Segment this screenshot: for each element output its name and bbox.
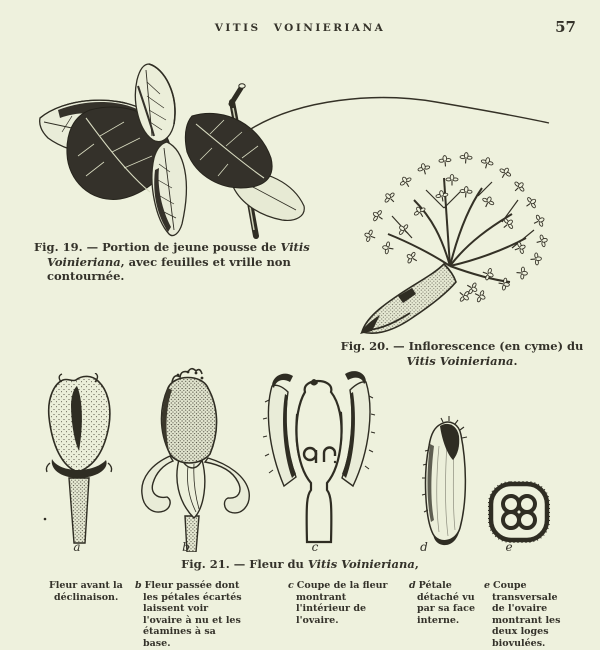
inflorescence-trunk (360, 264, 456, 334)
fig21b-flower-past (138, 366, 263, 552)
fig21-label-a: a (73, 540, 81, 554)
fig19-caption-prefix: Fig. 19. — Portion de jeune pousse de (34, 240, 281, 254)
legend-item-e (484, 580, 568, 649)
legend-letter-b: b (135, 580, 142, 591)
page-number: 57 (555, 18, 576, 36)
fig21-caption (0, 557, 600, 571)
fig21-label-b: b (182, 540, 190, 554)
fig21-caption-prefix: Fig. 21. — Fleur du (181, 557, 308, 571)
tendril-line (246, 98, 549, 132)
inflorescence-branches (388, 178, 534, 282)
legend-text-e: Coupe transversale de l'ovaire montrant les deux loges biovulées. (492, 580, 561, 649)
fig21-caption-suffix: , (414, 557, 419, 571)
fig21-label-e: e (505, 540, 513, 554)
fig20-caption-suffix: . (513, 353, 518, 368)
fig20-caption-prefix: Fig. 20. — Inflorescence (en cyme) du (340, 339, 584, 353)
page-title: VITIS VOINIERIANA (214, 22, 386, 34)
fig21c-flower-section (260, 366, 378, 552)
legend-item-c (288, 580, 392, 626)
legend-text-a: Fleur avant la déclinaison. (49, 580, 123, 603)
fig21e-ovary-section (483, 476, 555, 548)
fig21a-flower-bud (33, 373, 148, 550)
species-name: Vitis Voinieriana (307, 557, 415, 571)
fig20-illustration (352, 138, 577, 343)
legend-text-d: Pétale détaché vu par sa face interne. (417, 580, 475, 626)
fig19-caption-suffix: , avec feuilles et vrille non contournée. (47, 254, 291, 283)
legend-letter-d: d (409, 580, 416, 591)
legend-text-c: Coupe de la fleur montrant l'intérieur de l'ovaire. (296, 580, 388, 626)
legend-item-a (46, 580, 146, 603)
legend-item-b (135, 580, 243, 649)
legend-letter-c: c (288, 580, 294, 591)
legend-letter-e: e (484, 580, 491, 591)
fig21-label-d: d (420, 540, 428, 554)
species-name: Vitis Voinieriana (406, 353, 514, 368)
leaf-right-dark (185, 113, 304, 220)
fig21-label-c: c (311, 540, 319, 554)
legend-text-b: Fleur passée dont les pétales écartés laissent voir l'ovaire à nu et les étamines à sa base. (143, 580, 242, 649)
species-name: Vitis Voinieriana (47, 240, 310, 269)
fig19-caption (34, 240, 339, 284)
leaf-bottom (152, 142, 186, 236)
legend-item-d (409, 580, 479, 626)
fig21d-petal (403, 416, 487, 552)
fig20-caption (338, 339, 586, 368)
